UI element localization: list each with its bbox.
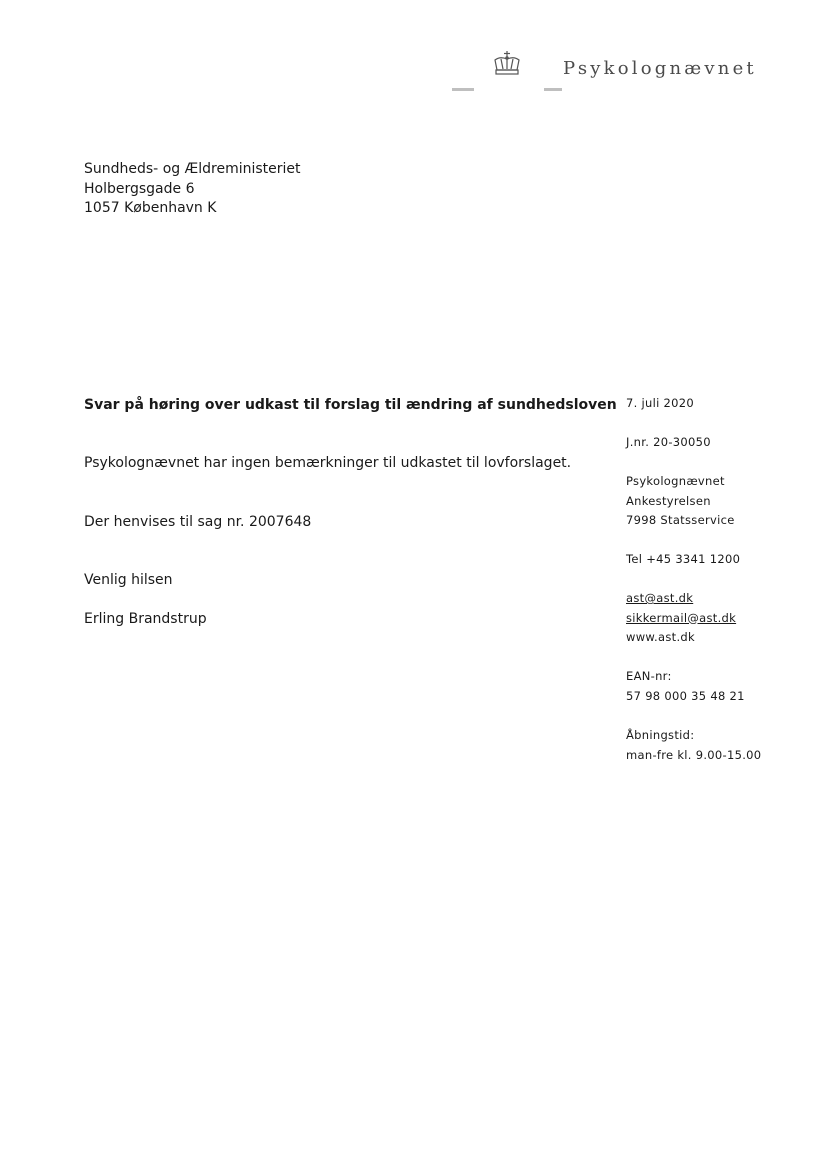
sender-address <box>626 472 735 531</box>
recipient-line: Sundheds- og Ældreministeriet <box>84 161 301 177</box>
crown-icon <box>491 50 523 78</box>
organization-title: Psykolognævnet <box>563 58 757 79</box>
closing: Venlig hilsen <box>84 572 173 588</box>
ean-block <box>626 667 745 706</box>
hours-label: Åbningstid: <box>626 728 695 742</box>
email-link[interactable]: ast@ast.dk <box>626 591 694 605</box>
website-text: www.ast.dk <box>626 630 695 644</box>
recipient-line: 1057 København K <box>84 200 217 216</box>
contact-links <box>626 589 736 648</box>
letter-subject: Svar på høring over udkast til forslag til ændring af sundhedsloven <box>84 397 617 413</box>
opening-hours <box>626 726 761 765</box>
phone-number: Tel +45 3341 1200 <box>626 552 741 566</box>
sender-city: 7998 Statsservice <box>626 513 735 527</box>
recipient-line: Holbergsgade 6 <box>84 180 195 197</box>
sender-agency: Ankestyrelsen <box>626 493 711 508</box>
signature-name: Erling Brandstrup <box>84 611 207 627</box>
ean-value: 57 98 000 35 48 21 <box>626 688 745 703</box>
case-reference: Der henvises til sag nr. 2007648 <box>84 514 312 530</box>
sender-name: Psykolognævnet <box>626 474 725 488</box>
secure-email-link[interactable]: sikkermail@ast.dk <box>626 610 737 625</box>
letter-date: 7. juli 2020 <box>626 396 695 410</box>
journal-number: J.nr. 20-30050 <box>626 435 711 449</box>
hours-value: man-fre kl. 9.00-15.00 <box>626 747 762 762</box>
letter-body: Psykolognævnet har ingen bemærkninger til udkastet til lovforslaget. <box>84 455 572 471</box>
scan-artifact <box>544 88 562 91</box>
ean-label: EAN-nr: <box>626 669 672 683</box>
recipient-address <box>84 160 301 219</box>
scan-artifact <box>452 88 474 91</box>
